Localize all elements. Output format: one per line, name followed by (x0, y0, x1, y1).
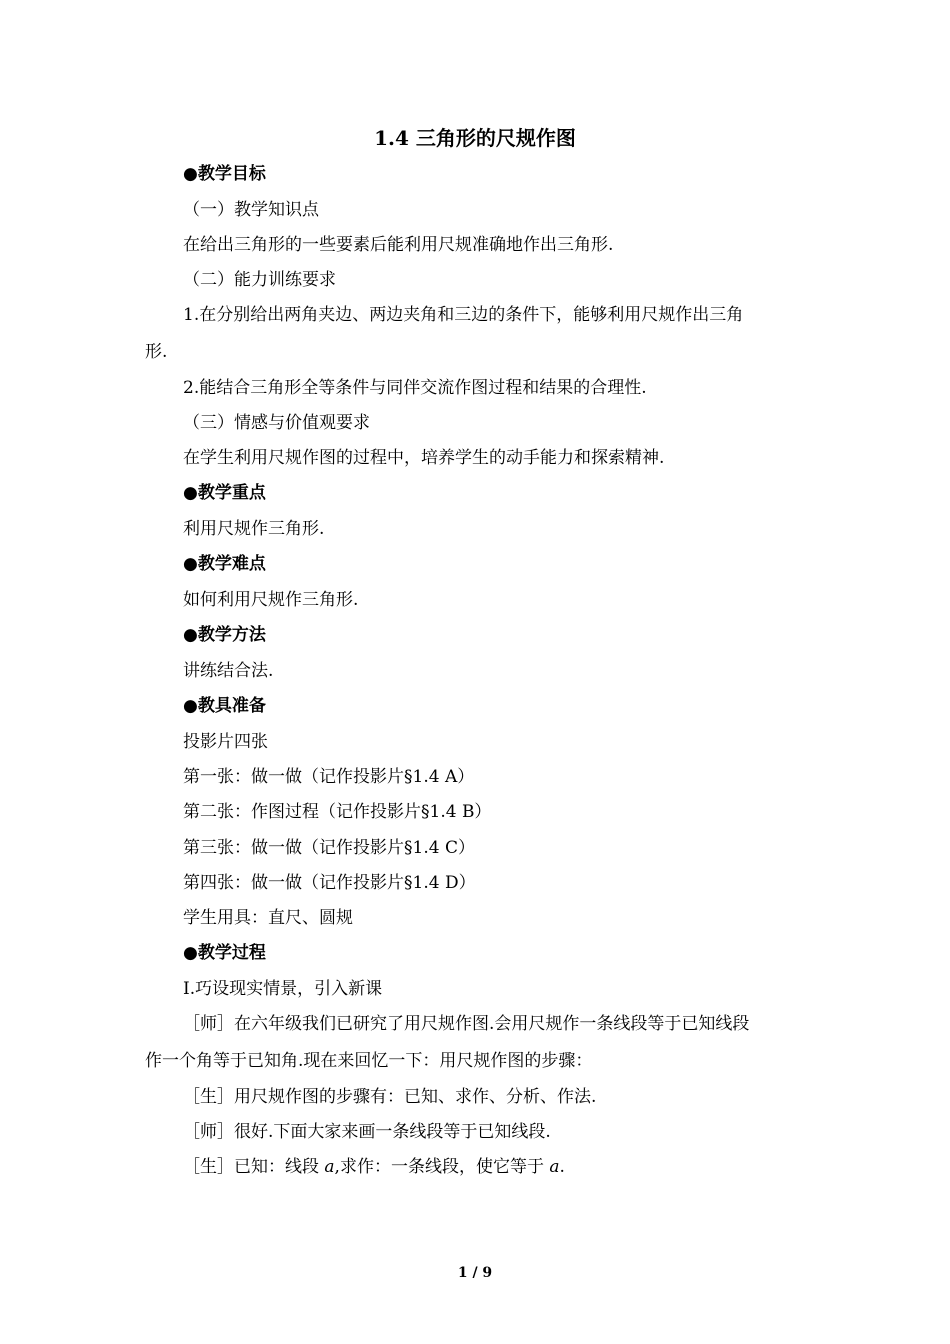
paragraph-line: 在给出三角形的一些要素后能利用尺规准确地作出三角形. (183, 235, 614, 255)
paragraph-line-wrap: 作一个角等于已知角.现在来回忆一下：用尺规作图的步骤： (145, 1051, 593, 1071)
section-heading-process: ●教学过程 (183, 943, 266, 963)
variable-a: a (324, 1157, 335, 1177)
subheading-values: （三）情感与价值观要求 (183, 413, 370, 433)
paragraph-line: 讲练结合法. (183, 661, 274, 681)
paragraph-line-last (183, 1155, 565, 1179)
paragraph-line: 投影片四张 (183, 732, 268, 752)
text-span: ,求作：一条线段，使它等于 (334, 1157, 550, 1177)
section-heading-methods: ●教学方法 (183, 625, 266, 645)
section-heading-difficulties: ●教学难点 (183, 554, 266, 574)
paragraph-line: 学生用具：直尺、圆规 (183, 908, 353, 928)
text-span: . (559, 1157, 565, 1177)
paragraph-line: 在学生利用尺规作图的过程中，培养学生的动手能力和探索精神. (183, 448, 665, 468)
paragraph-line: 利用尺规作三角形. (183, 519, 325, 539)
variable-a: a (549, 1157, 560, 1177)
paragraph-line: 2.能结合三角形全等条件与同伴交流作图过程和结果的合理性. (183, 378, 647, 398)
page-number: 1 / 9 (457, 1265, 493, 1281)
paragraph-line: 第二张：作图过程（记作投影片§1.4 B） (183, 802, 492, 822)
subheading-ability: （二）能力训练要求 (183, 270, 336, 290)
paragraph-line: 第一张：做一做（记作投影片§1.4 A） (183, 767, 475, 787)
paragraph-line: ［师］很好.下面大家来画一条线段等于已知线段. (183, 1122, 551, 1142)
paragraph-line: 第三张：做一做（记作投影片§1.4 C） (183, 838, 475, 858)
paragraph-line: 如何利用尺规作三角形. (183, 590, 359, 610)
paragraph-line: ［师］在六年级我们已研究了用尺规作图.会用尺规作一条线段等于已知线段 (183, 1014, 750, 1034)
paragraph-line: 1.在分别给出两角夹边、两边夹角和三边的条件下，能够利用尺规作出三角 (183, 305, 744, 325)
section-heading-key-points: ●教学重点 (183, 483, 266, 503)
paragraph-line: Ⅰ.巧设现实情景，引入新课 (183, 979, 383, 999)
section-heading-objectives: ●教学目标 (183, 164, 266, 184)
document-title: 1.4 三角形的尺规作图 (374, 126, 576, 150)
text-span: ［生］已知：线段 (183, 1157, 325, 1177)
subheading-knowledge: （一）教学知识点 (183, 200, 319, 220)
paragraph-line: 第四张：做一做（记作投影片§1.4 D） (183, 873, 476, 893)
paragraph-line-wrap: 形. (145, 342, 168, 362)
paragraph-line: ［生］用尺规作图的步骤有：已知、求作、分析、作法. (183, 1087, 597, 1107)
section-heading-materials: ●教具准备 (183, 696, 266, 716)
